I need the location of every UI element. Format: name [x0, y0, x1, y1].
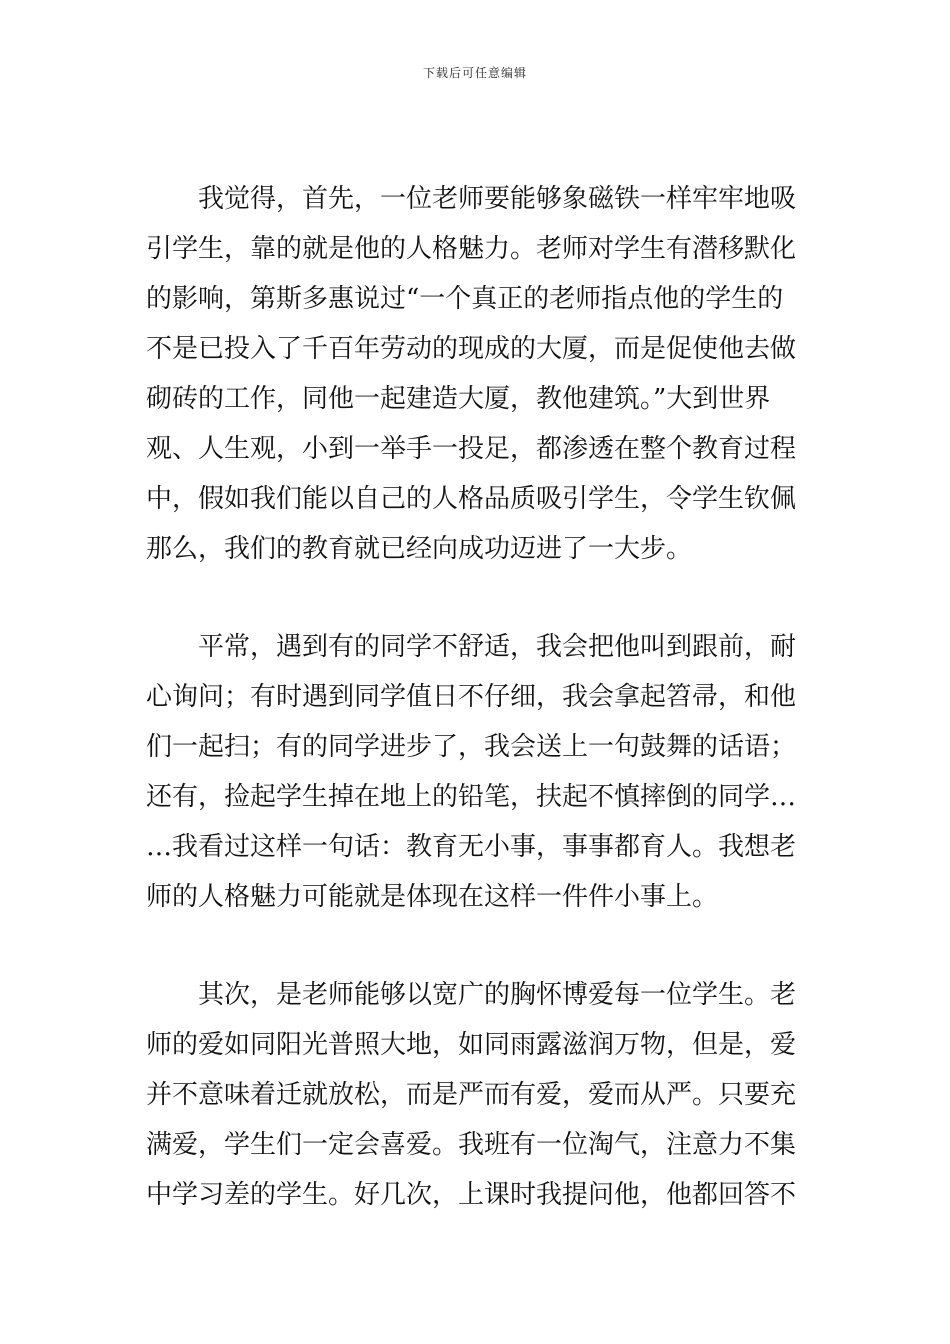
text-line: 中学习差的学生。好几次，上课时我提问他，他都回答不: [146, 1180, 797, 1210]
page-header: 下载后可任意编辑: [422, 66, 527, 80]
text-line: 平常，遇到有的同学不舒适，我会把他叫到跟前，耐: [198, 632, 797, 662]
text-line: 引学生，靠的就是他的人格魅力。老师对学生有潜移默化: [146, 234, 797, 264]
text-line: …我看过这样一句话：教育无小事，事事都育人。我想老: [146, 832, 797, 862]
text-line: 还有，捡起学生掉在地上的铅笔，扶起不慎摔倒的同学…: [146, 782, 797, 812]
text-line: 师的人格魅力可能就是体现在这样一件件小事上。: [146, 882, 719, 912]
text-line: 中，假如我们能以自己的人格品质吸引学生，令学生钦佩: [146, 484, 797, 514]
text-line: 师的爱如同阳光普照大地，如同雨露滋润万物，但是，爱: [146, 1030, 797, 1060]
text-line: 砌砖的工作，同他一起建造大厦，教他建筑。”大到世界: [146, 384, 771, 414]
paragraph-2: [146, 622, 806, 922]
text-line: 不是已投入了千百年劳动的现成的大厦，而是促使他去做: [146, 334, 797, 364]
text-line: 我觉得，首先，一位老师要能够象磁铁一样牢牢地吸: [198, 184, 797, 214]
text-line: 的影响，第斯多惠说过“一个真正的老师指点他的学生的: [146, 284, 784, 314]
paragraph-1: [146, 174, 806, 574]
text-line: 满爱，学生们一定会喜爱。我班有一位淘气，注意力不集: [146, 1130, 797, 1160]
text-line: 并不意味着迁就放松，而是严而有爱，爱而从严。只要充: [146, 1080, 797, 1110]
text-line: 们一起扫；有的同学进步了，我会送上一句鼓舞的话语；: [146, 732, 797, 762]
text-line: 心询问；有时遇到同学值日不仔细，我会拿起笤帚，和他: [146, 682, 797, 712]
text-line: 那么，我们的教育就已经向成功迈进了一大步。: [146, 534, 693, 564]
text-line: 观、人生观，小到一举手一投足，都渗透在整个教育过程: [146, 434, 797, 464]
text-line: 其次，是老师能够以宽广的胸怀博爱每一位学生。老: [198, 980, 797, 1010]
paragraph-3: [146, 970, 806, 1220]
